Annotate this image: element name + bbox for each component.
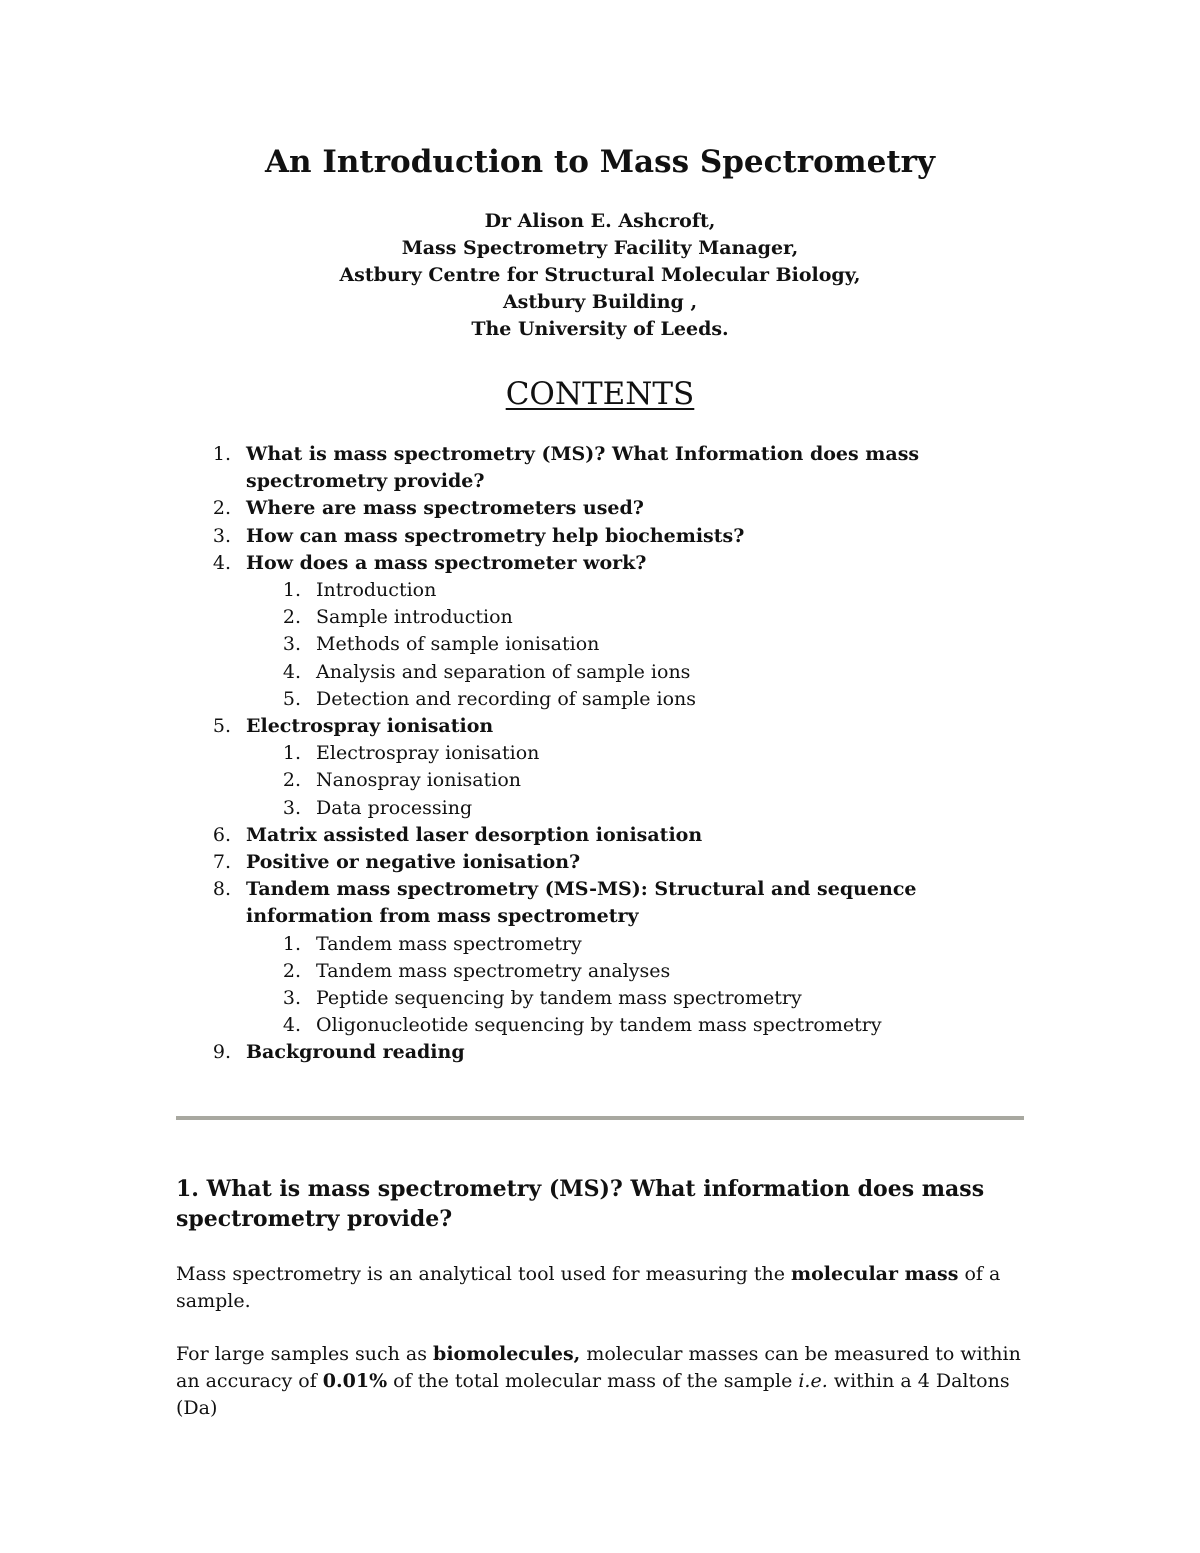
- toc-item-title: Electrospray ionisation: [246, 715, 494, 738]
- toc-subitem: [0, 686, 1100, 713]
- toc-item-number: 2.: [212, 497, 231, 520]
- author-line: Astbury Centre for Structural Molecular Biology,: [339, 264, 861, 286]
- toc-subitem: [0, 577, 1100, 604]
- author-line: Astbury Building ,: [502, 291, 698, 313]
- text-run: molecular masses can be measured to within an accuracy of: [176, 1343, 1021, 1393]
- toc-subitem-number: 3.: [282, 987, 301, 1010]
- author-block: [0, 208, 1200, 343]
- body-paragraph: [176, 1261, 1036, 1315]
- toc-subitem-number: 1.: [282, 742, 301, 765]
- toc-item-number: 7.: [212, 851, 231, 874]
- bold-term: 0.01%: [322, 1370, 388, 1393]
- toc-item-title: What is mass spectrometry (MS)? What Information does mass spectrometry provide?: [246, 443, 920, 493]
- contents-heading-text: CONTENTS: [505, 376, 695, 412]
- toc-item-number: 5.: [212, 715, 231, 738]
- horizontal-rule: [176, 1116, 1024, 1120]
- toc-subitem: [0, 740, 1100, 767]
- toc-sublist: [0, 740, 1100, 822]
- toc-item: [0, 550, 1100, 713]
- toc-item: [0, 441, 1100, 495]
- toc-item-number: 8.: [212, 878, 231, 901]
- author-line: Mass Spectrometry Facility Manager,: [401, 237, 799, 259]
- toc-subitem: [0, 985, 1100, 1012]
- toc-item: [0, 713, 1100, 822]
- table-of-contents: [0, 441, 1100, 1067]
- toc-subitem-title: Tandem mass spectrometry: [316, 932, 582, 955]
- author-line: The University of Leeds.: [471, 318, 729, 340]
- body-paragraph: [176, 1341, 1036, 1423]
- toc-item: [0, 1039, 1100, 1066]
- toc-item-number: 9.: [212, 1041, 231, 1064]
- toc-item-title: How can mass spectrometry help biochemists?: [246, 524, 745, 547]
- toc-subitem-title: Methods of sample ionisation: [316, 633, 600, 656]
- toc-subitem-title: Electrospray ionisation: [316, 742, 540, 765]
- toc-subitem: [0, 1012, 1100, 1039]
- toc-item-title: Tandem mass spectrometry (MS-MS): Structural and sequence information from mass spectrometry: [246, 878, 917, 928]
- toc-subitem-title: Detection and recording of sample ions: [316, 687, 696, 710]
- text-run: For large samples such as: [176, 1343, 434, 1365]
- text-run: Mass spectrometry is an analytical tool used for measuring the: [176, 1263, 791, 1285]
- toc-item: [0, 523, 1100, 550]
- toc-subitem-number: 4.: [282, 660, 301, 683]
- text-run: within a 4 Daltons (Da): [176, 1370, 1010, 1420]
- text-run: of a sample.: [176, 1263, 1001, 1313]
- author-line: Dr Alison E. Ashcroft,: [484, 210, 716, 232]
- toc-subitem: [0, 767, 1100, 794]
- text-run: of the total molecular mass of the sample: [387, 1370, 799, 1393]
- toc-sublist: [0, 931, 1100, 1040]
- toc-item: [0, 849, 1100, 876]
- toc-sublist: [0, 577, 1100, 713]
- toc-item-number: 4.: [212, 551, 231, 574]
- toc-item-title: Positive or negative ionisation?: [246, 851, 581, 874]
- toc-item: [0, 495, 1100, 522]
- italic-term: i.e.: [798, 1370, 828, 1393]
- toc-subitem-number: 5.: [282, 687, 301, 710]
- toc-item-number: 1.: [212, 443, 231, 465]
- toc-subitem: [0, 931, 1100, 958]
- toc-subitem-number: 2.: [282, 606, 301, 629]
- toc-subitem-number: 2.: [282, 959, 301, 982]
- toc-subitem-number: 3.: [282, 796, 301, 819]
- toc-subitem-title: Data processing: [316, 796, 473, 819]
- toc-subitem-title: Oligonucleotide sequencing by tandem mass spectrometry: [316, 1014, 882, 1037]
- toc-subitem-title: Sample introduction: [316, 606, 513, 629]
- toc-item: [0, 876, 1100, 1039]
- toc-subitem: [0, 659, 1100, 686]
- toc-item-number: 6.: [212, 823, 231, 846]
- toc-subitem-title: Introduction: [316, 579, 437, 602]
- toc-subitem-title: Peptide sequencing by tandem mass spectrometry: [316, 987, 802, 1010]
- bold-term: molecular mass: [791, 1263, 959, 1285]
- toc-subitem-number: 4.: [282, 1014, 301, 1037]
- toc-item-number: 3.: [212, 524, 231, 547]
- toc-item-title: Where are mass spectrometers used?: [246, 497, 644, 520]
- toc-subitem-title: Tandem mass spectrometry analyses: [316, 959, 671, 982]
- toc-item-title: Matrix assisted laser desorption ionisation: [246, 823, 703, 846]
- toc-item-title: Background reading: [246, 1041, 465, 1064]
- toc-subitem: [0, 795, 1100, 822]
- toc-item: [0, 822, 1100, 849]
- toc-subitem: [0, 604, 1100, 631]
- section-heading: 1. What is mass spectrometry (MS)? What information does mass spectrometry provide?: [176, 1176, 985, 1232]
- bold-term: biomolecules,: [433, 1343, 581, 1365]
- toc-subitem-number: 1.: [282, 579, 301, 602]
- toc-subitem-title: Nanospray ionisation: [316, 769, 522, 792]
- contents-heading: [0, 372, 1200, 416]
- toc-subitem: [0, 631, 1100, 658]
- toc-subitem-title: Analysis and separation of sample ions: [316, 660, 691, 683]
- toc-subitem-number: 3.: [282, 633, 301, 656]
- toc-item-title: How does a mass spectrometer work?: [246, 551, 647, 574]
- toc-subitem: [0, 958, 1100, 985]
- toc-subitem-number: 1.: [282, 932, 301, 955]
- document-title: An Introduction to Mass Spectrometry: [264, 144, 935, 180]
- toc-subitem-number: 2.: [282, 769, 301, 792]
